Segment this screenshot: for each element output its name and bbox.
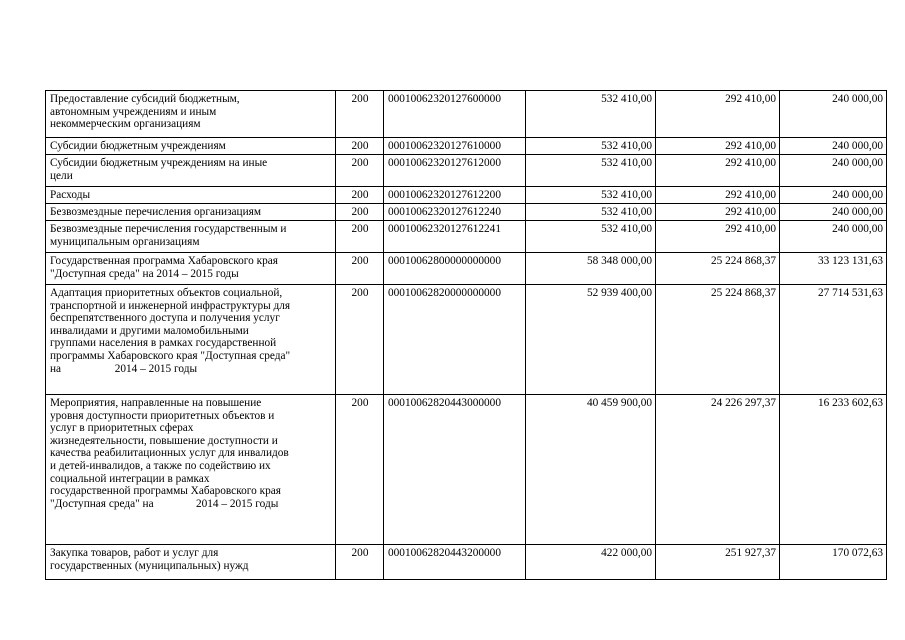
- approved-amount-cell: 422 000,00: [526, 545, 656, 580]
- table-row: [46, 221, 887, 253]
- expense-name-cell: Субсидии бюджетным учреждениям: [46, 138, 336, 155]
- unexecuted-amount-cell: 240 000,00: [780, 187, 887, 204]
- admin-code-cell: 200: [336, 395, 384, 545]
- unexecuted-amount-cell: 240 000,00: [780, 91, 887, 138]
- budget-classification-code-cell: 00010062820443000000: [384, 395, 526, 545]
- unexecuted-amount-cell: 240 000,00: [780, 155, 887, 187]
- table-row: [46, 545, 887, 580]
- budget-table-body: [46, 91, 887, 580]
- unexecuted-amount-cell: 16 233 602,63: [780, 395, 887, 545]
- executed-amount-cell: 292 410,00: [656, 204, 780, 221]
- approved-amount-cell: 532 410,00: [526, 204, 656, 221]
- table-row: [46, 395, 887, 545]
- expense-name-cell: Мероприятия, направленные на повышение уровня доступности приоритетных объектов и услуг в приоритетных сферах жизнедеятельности, повышение доступности и качества реабилитационных услуг для инвалидов и детей-инвалидов, а также по содействию их социальной интеграции в рамках государственной программы Хабаровского края "Доступная среда" на 2014 – 2015 годы: [46, 395, 336, 545]
- budget-table: [45, 90, 887, 580]
- unexecuted-amount-cell: 33 123 131,63: [780, 253, 887, 285]
- unexecuted-amount-cell: 27 714 531,63: [780, 285, 887, 395]
- admin-code-cell: 200: [336, 221, 384, 253]
- budget-classification-code-cell: 00010062320127612000: [384, 155, 526, 187]
- table-row: [46, 285, 887, 395]
- budget-classification-code-cell: 00010062320127610000: [384, 138, 526, 155]
- executed-amount-cell: 292 410,00: [656, 187, 780, 204]
- table-row: [46, 204, 887, 221]
- approved-amount-cell: 532 410,00: [526, 221, 656, 253]
- admin-code-cell: 200: [336, 253, 384, 285]
- approved-amount-cell: 532 410,00: [526, 187, 656, 204]
- admin-code-cell: 200: [336, 155, 384, 187]
- budget-classification-code-cell: 00010062320127612240: [384, 204, 526, 221]
- expense-name-cell: Закупка товаров, работ и услуг для государственных (муниципальных) нужд: [46, 545, 336, 580]
- table-row: [46, 138, 887, 155]
- approved-amount-cell: 52 939 400,00: [526, 285, 656, 395]
- expense-name-cell: Расходы: [46, 187, 336, 204]
- admin-code-cell: 200: [336, 285, 384, 395]
- executed-amount-cell: 292 410,00: [656, 155, 780, 187]
- admin-code-cell: 200: [336, 187, 384, 204]
- executed-amount-cell: 292 410,00: [656, 138, 780, 155]
- table-row: [46, 253, 887, 285]
- approved-amount-cell: 532 410,00: [526, 91, 656, 138]
- approved-amount-cell: 58 348 000,00: [526, 253, 656, 285]
- approved-amount-cell: 532 410,00: [526, 138, 656, 155]
- expense-name-cell: Безвозмездные перечисления организациям: [46, 204, 336, 221]
- executed-amount-cell: 24 226 297,37: [656, 395, 780, 545]
- budget-classification-code-cell: 00010062820443200000: [384, 545, 526, 580]
- table-row: [46, 187, 887, 204]
- unexecuted-amount-cell: 240 000,00: [780, 138, 887, 155]
- expense-name-cell: Адаптация приоритетных объектов социальной, транспортной и инженерной инфраструктуры для беспрепятственного доступа и получения услуг инвалидами и другими маломобильными группами населения в рамках государственной программы Хабаровского края "Доступная среда" на 2014 – 2015 годы: [46, 285, 336, 395]
- unexecuted-amount-cell: 170 072,63: [780, 545, 887, 580]
- budget-classification-code-cell: 00010062800000000000: [384, 253, 526, 285]
- budget-classification-code-cell: 00010062320127612241: [384, 221, 526, 253]
- approved-amount-cell: 532 410,00: [526, 155, 656, 187]
- expense-name-cell: Предоставление субсидий бюджетным, автономным учреждениям и иным некоммерческим организациям: [46, 91, 336, 138]
- unexecuted-amount-cell: 240 000,00: [780, 221, 887, 253]
- table-row: [46, 155, 887, 187]
- expense-name-cell: Субсидии бюджетным учреждениям на иные цели: [46, 155, 336, 187]
- executed-amount-cell: 292 410,00: [656, 221, 780, 253]
- executed-amount-cell: 251 927,37: [656, 545, 780, 580]
- admin-code-cell: 200: [336, 545, 384, 580]
- executed-amount-cell: 292 410,00: [656, 91, 780, 138]
- expense-name-cell: Безвозмездные перечисления государственным и муниципальным организациям: [46, 221, 336, 253]
- budget-classification-code-cell: 00010062320127612200: [384, 187, 526, 204]
- approved-amount-cell: 40 459 900,00: [526, 395, 656, 545]
- executed-amount-cell: 25 224 868,37: [656, 253, 780, 285]
- unexecuted-amount-cell: 240 000,00: [780, 204, 887, 221]
- expense-name-cell: Государственная программа Хабаровского края "Доступная среда" на 2014 – 2015 годы: [46, 253, 336, 285]
- table-row: [46, 91, 887, 138]
- budget-classification-code-cell: 00010062320127600000: [384, 91, 526, 138]
- admin-code-cell: 200: [336, 138, 384, 155]
- budget-classification-code-cell: 00010062820000000000: [384, 285, 526, 395]
- admin-code-cell: 200: [336, 204, 384, 221]
- admin-code-cell: 200: [336, 91, 384, 138]
- executed-amount-cell: 25 224 868,37: [656, 285, 780, 395]
